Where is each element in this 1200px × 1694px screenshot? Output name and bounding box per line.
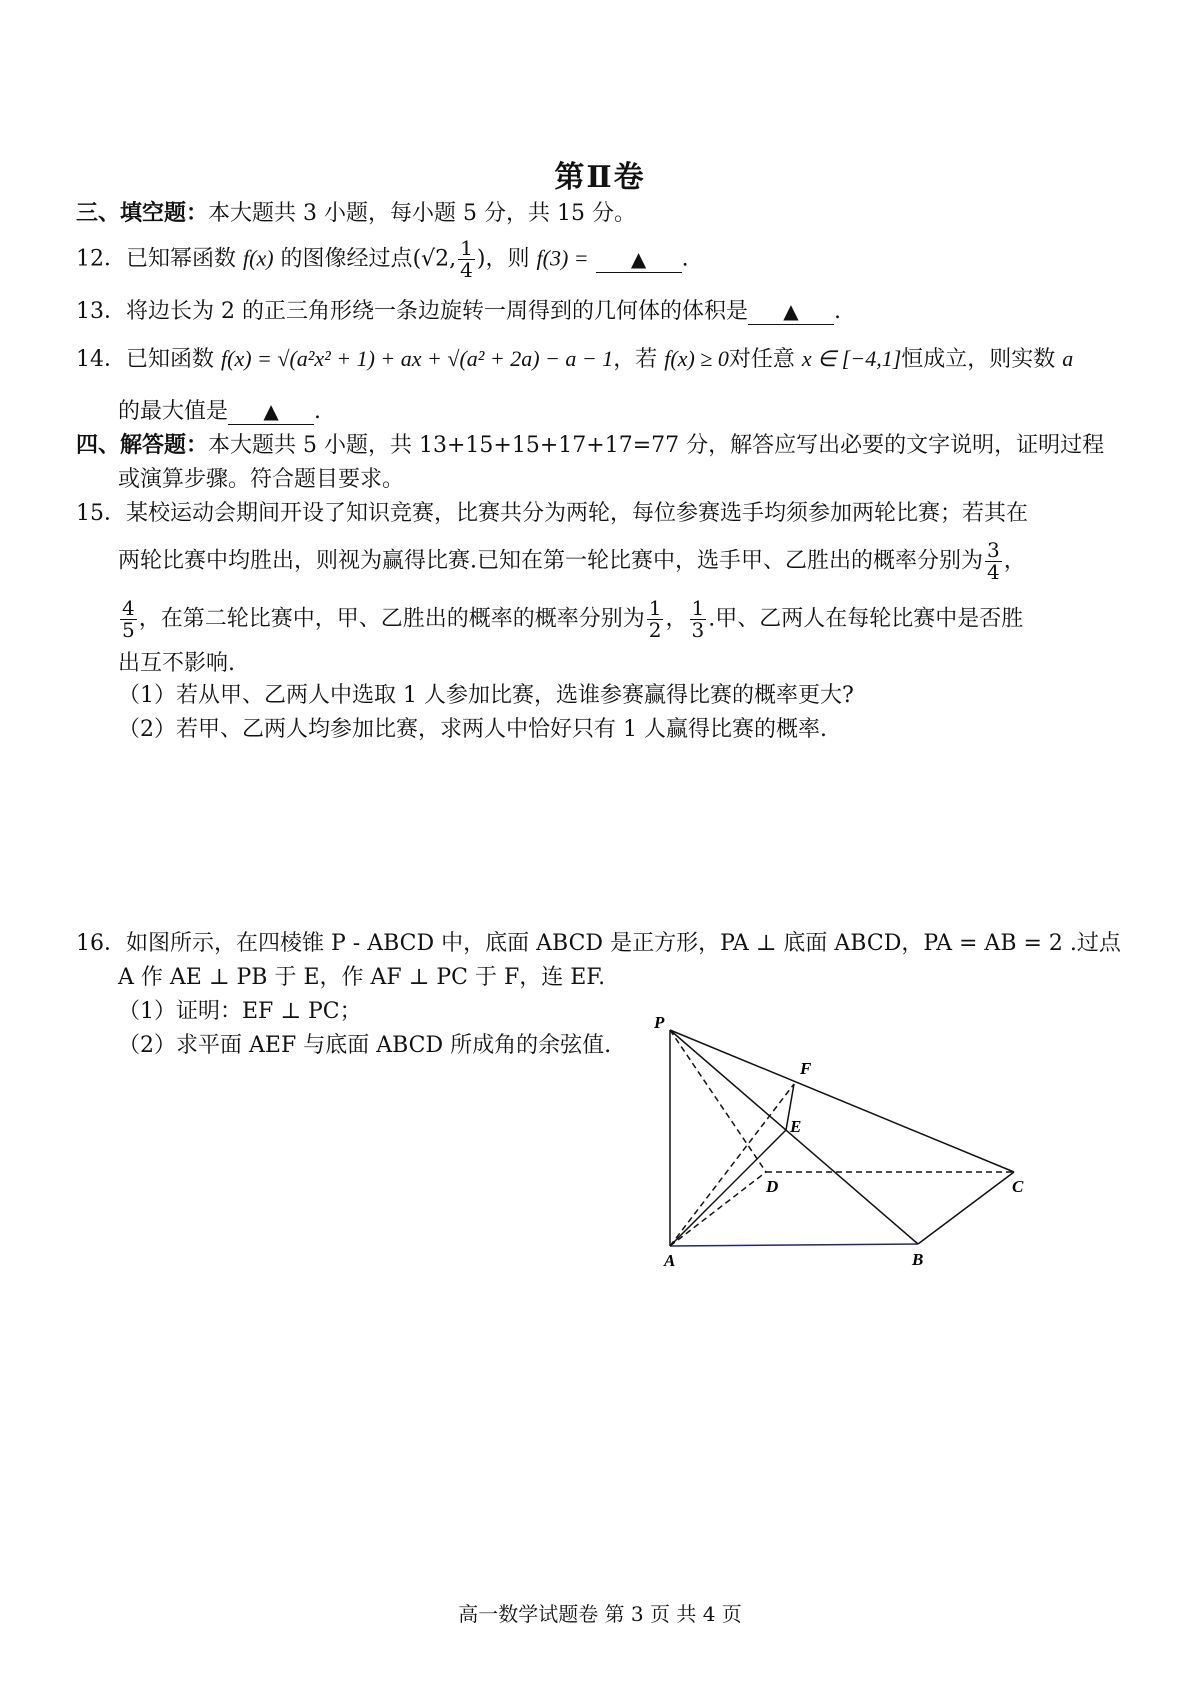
- section4-description-2: 或演算步骤。符合题目要求。: [118, 467, 405, 492]
- q12-fraction: [458, 238, 475, 281]
- q15-comma1: ，: [1003, 548, 1026, 574]
- q15-part1: （1）若从甲、乙两人中选取 1 人参加比赛，选谁参赛赢得比赛的概率更大?: [118, 683, 854, 708]
- q15-line4: 出互不影响.: [118, 651, 235, 676]
- label-c: C: [1012, 1177, 1024, 1196]
- q16-part2: （2）求平面 AEF 与底面 ABCD 所成角的余弦值.: [118, 1033, 612, 1058]
- section3-description: 本大题共 3 小题，每小题 5 分，共 15 分。: [208, 201, 636, 226]
- q14-domain: x ∈ [−4,1]: [801, 346, 902, 371]
- triangle-icon: ▲: [783, 299, 799, 323]
- page-title: 第Ⅱ卷: [554, 160, 646, 195]
- question-15-line2: [118, 540, 1026, 583]
- q13-number: 13．: [76, 299, 126, 324]
- question-12: [76, 238, 689, 281]
- label-a: A: [664, 1251, 676, 1270]
- q15-fraction-1: [985, 540, 1002, 583]
- q14-text-a: 已知函数: [126, 347, 215, 372]
- q12-fx: f(x): [243, 245, 274, 271]
- q12-frac-den: 4: [460, 258, 473, 282]
- q16-line1: 如图所示，在四棱锥 P - ABCD 中，底面 ABCD 是正方形，PA ⊥ 底面 ABCD，PA = AB = 2 .过点: [126, 931, 1121, 956]
- q14-condition: f(x) ≥ 0: [664, 346, 729, 371]
- q12-text-b: 的图像经过点: [280, 246, 413, 272]
- edge-ab: [670, 1244, 918, 1246]
- q12-point-open: (√2,: [412, 246, 457, 272]
- q15-frac2-num: 4: [122, 596, 135, 620]
- q14-text-b: ，若: [613, 347, 658, 372]
- question-13: [76, 294, 841, 325]
- q13-answer-blank[interactable]: [748, 299, 834, 325]
- q15-line2: 两轮比赛中均胜出，则视为赢得比赛.已知在第一轮比赛中，选手甲、乙胜出的概率分别为: [118, 548, 983, 574]
- label-b: B: [912, 1250, 924, 1269]
- q16-number: 16．: [76, 931, 126, 956]
- q15-line3-b: .甲、乙两人在每轮比赛中是否胜: [708, 606, 1024, 632]
- q15-line3-a: ，在第二轮比赛中，甲、乙胜出的概率的概率分别为: [138, 606, 645, 632]
- q15-comma2: ，: [665, 606, 688, 632]
- q12-point-close: ): [476, 246, 486, 272]
- q15-line1: 某校运动会期间开设了知识竞赛，比赛共分为两轮，每位参赛选手均须参加两轮比赛；若其在: [126, 501, 1029, 526]
- edge-pb: [670, 1030, 918, 1244]
- q16-part1: （1）证明：EF ⊥ PC；: [118, 999, 362, 1024]
- q16-line2: A 作 AE ⊥ PB 于 E，作 AF ⊥ PC 于 F，连 EF.: [118, 965, 606, 990]
- q15-part2: （2）若甲、乙两人均参加比赛，求两人中恰好只有 1 人赢得比赛的概率.: [118, 717, 827, 742]
- q12-number: 12．: [76, 246, 126, 272]
- edge-pc: [670, 1030, 1014, 1172]
- triangle-icon: ▲: [263, 399, 279, 423]
- page-footer: 高一数学试题卷 第 3 页 共 4 页: [458, 1602, 742, 1626]
- question-14-line1: [76, 342, 1073, 373]
- segment-af: [670, 1084, 794, 1246]
- section4-line1: [76, 428, 1104, 459]
- q15-frac4-num: 1: [691, 596, 705, 620]
- section3-heading: 三、填空题：: [76, 200, 209, 226]
- question-15-line1: [76, 496, 1028, 527]
- q15-fraction-4: [690, 598, 707, 641]
- q12-answer-blank[interactable]: [596, 247, 682, 273]
- label-f: F: [800, 1059, 812, 1078]
- q13-text: 将边长为 2 的正三角形绕一条边旋转一周得到的几何体的体积是: [126, 299, 748, 324]
- q14-text-e: 的最大值是: [118, 399, 229, 424]
- q12-f3: f(3) =: [536, 245, 589, 271]
- q14-end: .: [314, 399, 322, 424]
- q15-frac2-den: 5: [122, 618, 135, 642]
- q12-frac-num: 1: [460, 236, 473, 260]
- label-e: E: [790, 1117, 802, 1136]
- question-15-line3: [118, 598, 1023, 641]
- q15-number: 15．: [76, 501, 126, 526]
- section4-heading: 四、解答题：: [76, 432, 209, 458]
- q12-text-a: 已知幂函数: [126, 246, 237, 272]
- label-p: P: [654, 1013, 665, 1032]
- question-16-line1: [76, 926, 1121, 957]
- triangle-icon: ▲: [630, 246, 647, 271]
- q14-text-d: 恒成立，则实数: [901, 347, 1056, 372]
- q15-fraction-2: [120, 598, 137, 641]
- q14-formula: f(x) = √(a²x² + 1) + ax + √(a² + 2a) − a − 1: [221, 346, 614, 371]
- q15-frac3-num: 1: [648, 596, 662, 620]
- q13-end: .: [834, 299, 841, 324]
- pyramid-figure: [640, 1010, 1060, 1270]
- q12-end: .: [681, 246, 689, 272]
- q14-answer-blank[interactable]: [228, 399, 314, 425]
- q15-frac1-den: 4: [987, 560, 1000, 584]
- q15-frac4-den: 3: [691, 618, 705, 642]
- question-14-line2: [118, 394, 321, 425]
- section4-description-1: 本大题共 5 小题，共 13+15+15+17+17=77 分，解答应写出必要的文字说明，证明过程: [208, 433, 1105, 458]
- q12-text-c: ，则: [485, 246, 530, 272]
- edge-bc: [918, 1172, 1014, 1244]
- q15-fraction-3: [647, 598, 664, 641]
- section3-line: [76, 196, 636, 227]
- q14-text-c: 对任意: [728, 347, 795, 372]
- q15-frac1-num: 3: [987, 538, 1000, 562]
- edge-ad: [670, 1172, 766, 1246]
- q14-number: 14．: [76, 347, 126, 372]
- label-d: D: [766, 1177, 779, 1196]
- q14-var: a: [1062, 346, 1074, 371]
- q15-frac3-den: 2: [648, 618, 662, 642]
